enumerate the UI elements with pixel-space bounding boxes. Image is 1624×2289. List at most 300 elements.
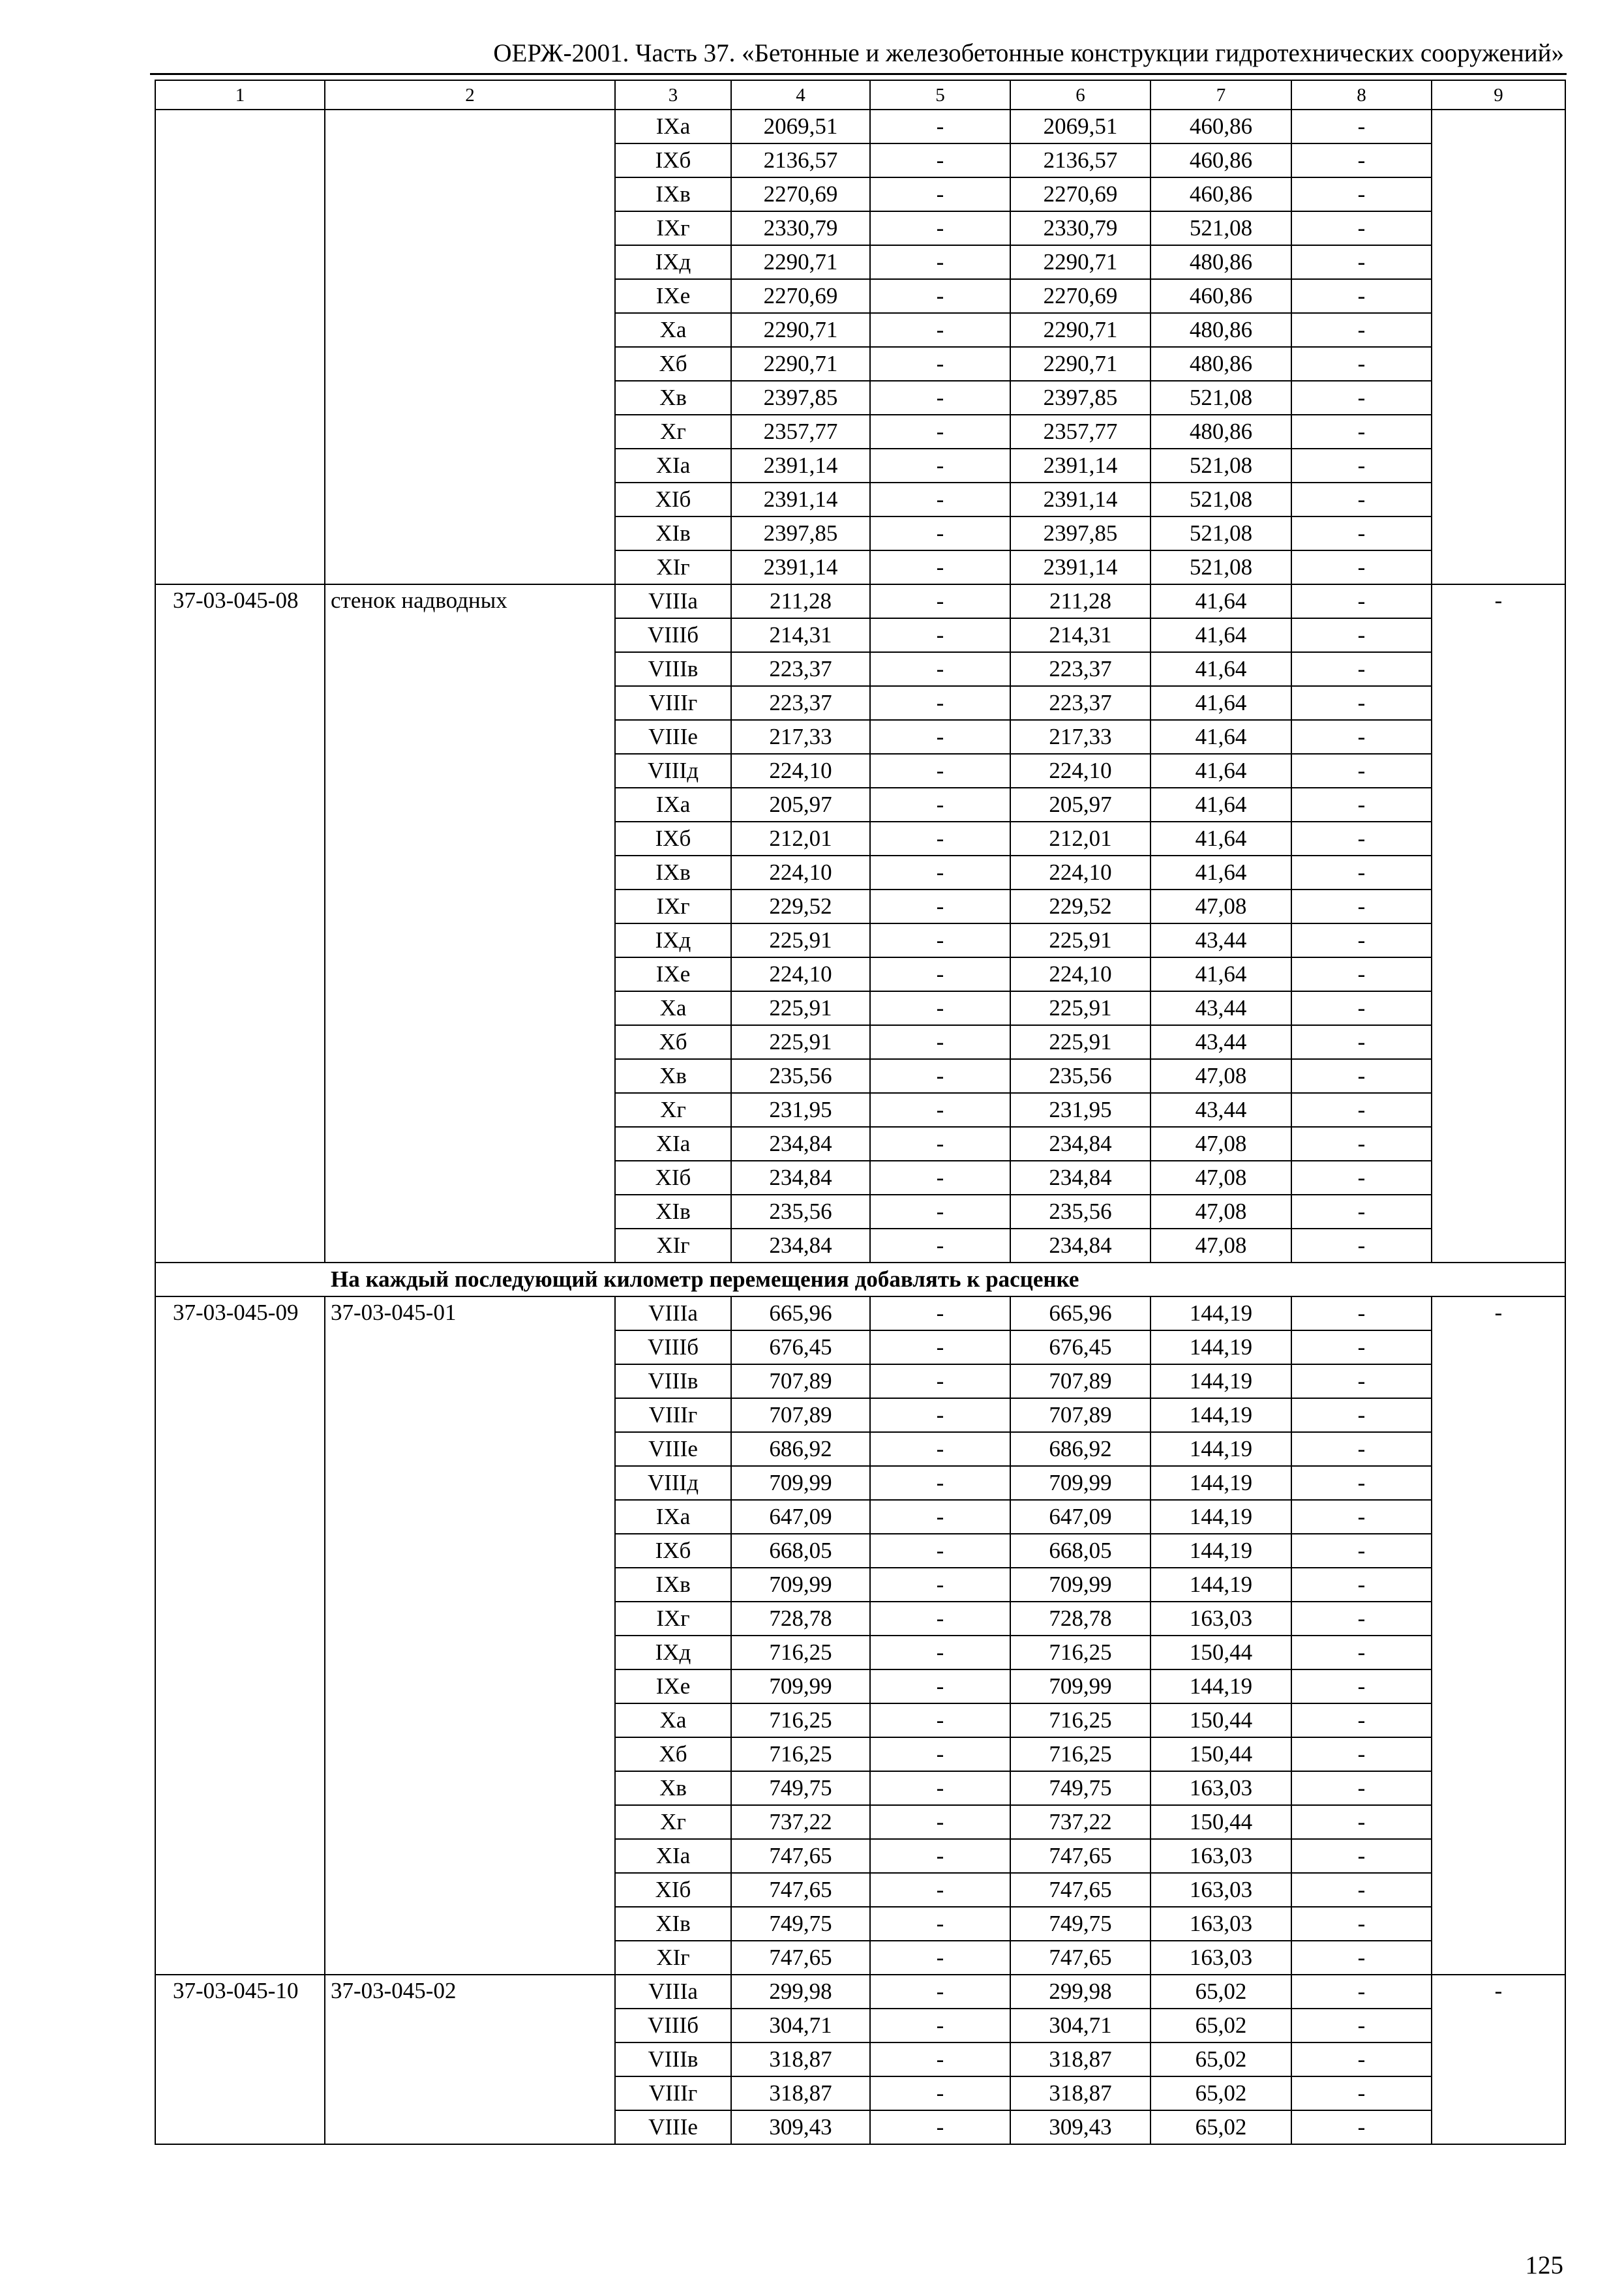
value-col8: - xyxy=(1291,856,1432,890)
value-col8: - xyxy=(1291,957,1432,991)
value-col6: 304,71 xyxy=(1010,2009,1150,2042)
value-col6: 728,78 xyxy=(1010,1602,1150,1636)
class-cell: XIа xyxy=(615,1839,731,1873)
value-col8: - xyxy=(1291,890,1432,923)
value-col4: 299,98 xyxy=(731,1975,870,2009)
value-col6: 707,89 xyxy=(1010,1364,1150,1398)
value-col7: 144,19 xyxy=(1150,1432,1291,1466)
class-cell: XIб xyxy=(615,1161,731,1195)
class-cell: IXд xyxy=(615,923,731,957)
value-col5: - xyxy=(870,856,1010,890)
value-col4: 212,01 xyxy=(731,822,870,856)
section-heading-row xyxy=(155,1263,1565,1296)
class-cell: VIIIб xyxy=(615,618,731,652)
value-col4: 707,89 xyxy=(731,1364,870,1398)
class-cell: Xв xyxy=(615,1771,731,1805)
value-col6: 234,84 xyxy=(1010,1161,1150,1195)
value-col5: - xyxy=(870,1839,1010,1873)
class-cell: VIIIг xyxy=(615,686,731,720)
value-col7: 144,19 xyxy=(1150,1296,1291,1330)
value-col5: - xyxy=(870,415,1010,449)
value-col6: 647,09 xyxy=(1010,1500,1150,1534)
value-col6: 747,65 xyxy=(1010,1941,1150,1975)
value-col8: - xyxy=(1291,1534,1432,1568)
value-col8: - xyxy=(1291,177,1432,211)
value-col7: 521,08 xyxy=(1150,550,1291,584)
value-col4: 234,84 xyxy=(731,1229,870,1263)
value-col6: 2069,51 xyxy=(1010,110,1150,143)
class-cell: VIIIа xyxy=(615,1975,731,2009)
value-col5: - xyxy=(870,957,1010,991)
value-col4: 224,10 xyxy=(731,856,870,890)
value-col5: - xyxy=(870,279,1010,313)
value-col5: - xyxy=(870,1703,1010,1737)
value-col6: 2290,71 xyxy=(1010,245,1150,279)
class-cell: IXв xyxy=(615,856,731,890)
value-col7: 163,03 xyxy=(1150,1907,1291,1941)
value-col8: - xyxy=(1291,1229,1432,1263)
value-col6: 747,65 xyxy=(1010,1839,1150,1873)
value-col5: - xyxy=(870,1771,1010,1805)
value-col7: 521,08 xyxy=(1150,211,1291,245)
value-col4: 2397,85 xyxy=(731,516,870,550)
value-col4: 2357,77 xyxy=(731,415,870,449)
value-col5: - xyxy=(870,1161,1010,1195)
value-col4: 2069,51 xyxy=(731,110,870,143)
value-col4: 647,09 xyxy=(731,1500,870,1534)
value-col6: 2290,71 xyxy=(1010,313,1150,347)
class-cell: VIIIб xyxy=(615,2009,731,2042)
class-cell: IXд xyxy=(615,1636,731,1669)
value-col8: - xyxy=(1291,1500,1432,1534)
value-col5: - xyxy=(870,143,1010,177)
value-col4: 716,25 xyxy=(731,1703,870,1737)
value-col6: 318,87 xyxy=(1010,2076,1150,2110)
value-col5: - xyxy=(870,1059,1010,1093)
class-cell: IXе xyxy=(615,1669,731,1703)
value-col7: 47,08 xyxy=(1150,1127,1291,1161)
value-col6: 2270,69 xyxy=(1010,177,1150,211)
class-cell: XIв xyxy=(615,1907,731,1941)
value-col4: 2391,14 xyxy=(731,550,870,584)
value-col4: 709,99 xyxy=(731,1669,870,1703)
page-header-title: ОЕРЖ-2001. Часть 37. «Бетонные и железобетонные конструкции гидротехнических сооружений» xyxy=(493,39,1564,67)
value-col7: 150,44 xyxy=(1150,1703,1291,1737)
value-col6: 709,99 xyxy=(1010,1669,1150,1703)
value-col6: 309,43 xyxy=(1010,2110,1150,2144)
value-col4: 716,25 xyxy=(731,1737,870,1771)
value-col8: - xyxy=(1291,1737,1432,1771)
value-col6: 225,91 xyxy=(1010,1025,1150,1059)
value-col4: 749,75 xyxy=(731,1771,870,1805)
value-col6: 231,95 xyxy=(1010,1093,1150,1127)
class-cell: VIIIе xyxy=(615,720,731,754)
value-col8: - xyxy=(1291,754,1432,788)
value-col8: - xyxy=(1291,686,1432,720)
value-col7: 150,44 xyxy=(1150,1805,1291,1839)
value-col4: 231,95 xyxy=(731,1093,870,1127)
value-col7: 163,03 xyxy=(1150,1839,1291,1873)
value-col6: 225,91 xyxy=(1010,991,1150,1025)
value-col7: 480,86 xyxy=(1150,347,1291,381)
class-cell: VIIIд xyxy=(615,1466,731,1500)
value-col7: 41,64 xyxy=(1150,856,1291,890)
table-row xyxy=(155,584,1565,618)
value-col5: - xyxy=(870,347,1010,381)
value-col8: - xyxy=(1291,584,1432,618)
table-row xyxy=(155,1975,1565,2009)
value-col4: 309,43 xyxy=(731,2110,870,2144)
class-cell: XIв xyxy=(615,1195,731,1229)
value-col6: 229,52 xyxy=(1010,890,1150,923)
value-col5: - xyxy=(870,1602,1010,1636)
value-col7: 47,08 xyxy=(1150,1229,1291,1263)
value-col8: - xyxy=(1291,2009,1432,2042)
value-col5: - xyxy=(870,211,1010,245)
value-col5: - xyxy=(870,2110,1010,2144)
value-col4: 749,75 xyxy=(731,1907,870,1941)
value-col7: 43,44 xyxy=(1150,1025,1291,1059)
value-col7: 460,86 xyxy=(1150,279,1291,313)
value-col6: 686,92 xyxy=(1010,1432,1150,1466)
value-col4: 709,99 xyxy=(731,1568,870,1602)
value-col6: 716,25 xyxy=(1010,1703,1150,1737)
section-heading: На каждый последующий километр перемещения добавлять к расценке xyxy=(155,1263,1565,1296)
value-col5: - xyxy=(870,618,1010,652)
value-col5: - xyxy=(870,2076,1010,2110)
value-col6: 214,31 xyxy=(1010,618,1150,652)
class-cell: IXа xyxy=(615,110,731,143)
value-col4: 223,37 xyxy=(731,652,870,686)
value-col6: 676,45 xyxy=(1010,1330,1150,1364)
value-col6: 707,89 xyxy=(1010,1398,1150,1432)
class-cell: Xв xyxy=(615,381,731,415)
value-col4: 2290,71 xyxy=(731,245,870,279)
class-cell: IXа xyxy=(615,788,731,822)
value-col5: - xyxy=(870,1093,1010,1127)
value-col4: 2270,69 xyxy=(731,279,870,313)
value-col4: 2391,14 xyxy=(731,483,870,516)
value-col4: 2270,69 xyxy=(731,177,870,211)
value-col8: - xyxy=(1291,1602,1432,1636)
value-col8: - xyxy=(1291,720,1432,754)
value-col6: 211,28 xyxy=(1010,584,1150,618)
value-col6: 212,01 xyxy=(1010,822,1150,856)
rate-code-cell: 37-03-045-08 xyxy=(155,584,325,1263)
value-col8: - xyxy=(1291,143,1432,177)
value-col6: 2391,14 xyxy=(1010,483,1150,516)
value-col5: - xyxy=(870,584,1010,618)
value-col8: - xyxy=(1291,245,1432,279)
value-col7: 41,64 xyxy=(1150,957,1291,991)
value-col4: 225,91 xyxy=(731,1025,870,1059)
value-col7: 41,64 xyxy=(1150,754,1291,788)
value-col8: - xyxy=(1291,991,1432,1025)
class-cell: Xб xyxy=(615,347,731,381)
value-col8: - xyxy=(1291,1839,1432,1873)
value-col4: 205,97 xyxy=(731,788,870,822)
value-col8: - xyxy=(1291,1703,1432,1737)
value-col5: - xyxy=(870,1500,1010,1534)
value-col6: 709,99 xyxy=(1010,1568,1150,1602)
value-col6: 224,10 xyxy=(1010,856,1150,890)
column-number-row xyxy=(155,80,1565,110)
value-col6: 234,84 xyxy=(1010,1229,1150,1263)
value-col6: 747,65 xyxy=(1010,1873,1150,1907)
value-col7: 47,08 xyxy=(1150,1161,1291,1195)
value-col8: - xyxy=(1291,1975,1432,2009)
value-col4: 235,56 xyxy=(731,1195,870,1229)
value-col6: 217,33 xyxy=(1010,720,1150,754)
value-col8: - xyxy=(1291,618,1432,652)
value-col5: - xyxy=(870,1432,1010,1466)
value-col8: - xyxy=(1291,1195,1432,1229)
column-number: 5 xyxy=(870,80,1010,110)
value-col8: - xyxy=(1291,415,1432,449)
value-col5: - xyxy=(870,923,1010,957)
value-col8: - xyxy=(1291,313,1432,347)
value-col7: 521,08 xyxy=(1150,483,1291,516)
value-col6: 224,10 xyxy=(1010,754,1150,788)
value-col5: - xyxy=(870,1873,1010,1907)
value-col8: - xyxy=(1291,788,1432,822)
value-col7: 144,19 xyxy=(1150,1500,1291,1534)
value-col6: 668,05 xyxy=(1010,1534,1150,1568)
class-cell: XIа xyxy=(615,1127,731,1161)
class-cell: VIIIд xyxy=(615,754,731,788)
value-col8: - xyxy=(1291,2076,1432,2110)
value-col8: - xyxy=(1291,347,1432,381)
value-col6: 749,75 xyxy=(1010,1907,1150,1941)
value-col6: 235,56 xyxy=(1010,1059,1150,1093)
class-cell: VIIIв xyxy=(615,2042,731,2076)
value-col5: - xyxy=(870,1669,1010,1703)
col9-cell: - xyxy=(1432,1975,1565,2144)
value-col7: 150,44 xyxy=(1150,1737,1291,1771)
class-cell: VIIIа xyxy=(615,584,731,618)
value-col7: 47,08 xyxy=(1150,1195,1291,1229)
value-col4: 676,45 xyxy=(731,1330,870,1364)
value-col8: - xyxy=(1291,1669,1432,1703)
column-number: 3 xyxy=(615,80,731,110)
value-col7: 150,44 xyxy=(1150,1636,1291,1669)
class-cell: Xа xyxy=(615,313,731,347)
value-col8: - xyxy=(1291,1059,1432,1093)
page-number: 125 xyxy=(1525,2251,1563,2279)
value-col8: - xyxy=(1291,1296,1432,1330)
value-col5: - xyxy=(870,1568,1010,1602)
value-col8: - xyxy=(1291,652,1432,686)
class-cell: Xа xyxy=(615,1703,731,1737)
value-col8: - xyxy=(1291,483,1432,516)
class-cell: VIIIе xyxy=(615,2110,731,2144)
value-col8: - xyxy=(1291,211,1432,245)
value-col7: 41,64 xyxy=(1150,822,1291,856)
value-col6: 2391,14 xyxy=(1010,550,1150,584)
value-col8: - xyxy=(1291,1093,1432,1127)
value-col7: 480,86 xyxy=(1150,245,1291,279)
value-col8: - xyxy=(1291,2110,1432,2144)
col9-cell: - xyxy=(1432,584,1565,1263)
value-col5: - xyxy=(870,245,1010,279)
class-cell: IXб xyxy=(615,1534,731,1568)
value-col5: - xyxy=(870,2009,1010,2042)
value-col8: - xyxy=(1291,550,1432,584)
class-cell: IXг xyxy=(615,1602,731,1636)
value-col6: 2290,71 xyxy=(1010,347,1150,381)
value-col4: 225,91 xyxy=(731,923,870,957)
value-col6: 205,97 xyxy=(1010,788,1150,822)
value-col8: - xyxy=(1291,516,1432,550)
value-col5: - xyxy=(870,381,1010,415)
value-col7: 144,19 xyxy=(1150,1669,1291,1703)
value-col8: - xyxy=(1291,1127,1432,1161)
value-col4: 214,31 xyxy=(731,618,870,652)
class-cell: XIб xyxy=(615,1873,731,1907)
value-col4: 737,22 xyxy=(731,1805,870,1839)
value-col7: 41,64 xyxy=(1150,652,1291,686)
value-col8: - xyxy=(1291,923,1432,957)
value-col5: - xyxy=(870,822,1010,856)
value-col7: 43,44 xyxy=(1150,1093,1291,1127)
value-col5: - xyxy=(870,754,1010,788)
class-cell: XIа xyxy=(615,449,731,483)
value-col5: - xyxy=(870,1636,1010,1669)
value-col8: - xyxy=(1291,1771,1432,1805)
value-col7: 47,08 xyxy=(1150,1059,1291,1093)
work-name-cell: 37-03-045-02 xyxy=(325,1975,615,2144)
value-col5: - xyxy=(870,1127,1010,1161)
value-col8: - xyxy=(1291,1636,1432,1669)
value-col5: - xyxy=(870,720,1010,754)
value-col5: - xyxy=(870,1805,1010,1839)
value-col7: 460,86 xyxy=(1150,177,1291,211)
value-col8: - xyxy=(1291,1364,1432,1398)
value-col7: 144,19 xyxy=(1150,1364,1291,1398)
value-col4: 716,25 xyxy=(731,1636,870,1669)
value-col8: - xyxy=(1291,279,1432,313)
value-col7: 41,64 xyxy=(1150,686,1291,720)
value-col4: 234,84 xyxy=(731,1127,870,1161)
class-cell: IXе xyxy=(615,279,731,313)
value-col5: - xyxy=(870,652,1010,686)
class-cell: Xг xyxy=(615,1093,731,1127)
value-col8: - xyxy=(1291,1025,1432,1059)
value-col5: - xyxy=(870,1907,1010,1941)
value-col4: 747,65 xyxy=(731,1839,870,1873)
value-col7: 65,02 xyxy=(1150,2076,1291,2110)
value-col8: - xyxy=(1291,1466,1432,1500)
value-col7: 41,64 xyxy=(1150,720,1291,754)
rate-code-cell xyxy=(155,110,325,584)
value-col4: 747,65 xyxy=(731,1941,870,1975)
value-col8: - xyxy=(1291,381,1432,415)
value-col7: 65,02 xyxy=(1150,2110,1291,2144)
table-body xyxy=(155,80,1565,2144)
value-col4: 224,10 xyxy=(731,957,870,991)
value-col6: 234,84 xyxy=(1010,1127,1150,1161)
value-col4: 318,87 xyxy=(731,2042,870,2076)
class-cell: Xа xyxy=(615,991,731,1025)
class-cell: VIIIв xyxy=(615,1364,731,1398)
value-col4: 2136,57 xyxy=(731,143,870,177)
value-col6: 2397,85 xyxy=(1010,381,1150,415)
value-col8: - xyxy=(1291,1398,1432,1432)
value-col5: - xyxy=(870,313,1010,347)
value-col4: 709,99 xyxy=(731,1466,870,1500)
value-col6: 318,87 xyxy=(1010,2042,1150,2076)
col9-cell: - xyxy=(1432,1296,1565,1975)
class-cell: VIIIб xyxy=(615,1330,731,1364)
value-col7: 144,19 xyxy=(1150,1466,1291,1500)
value-col8: - xyxy=(1291,2042,1432,2076)
value-col7: 41,64 xyxy=(1150,788,1291,822)
value-col4: 234,84 xyxy=(731,1161,870,1195)
value-col8: - xyxy=(1291,1568,1432,1602)
value-col7: 163,03 xyxy=(1150,1873,1291,1907)
value-col5: - xyxy=(870,1975,1010,2009)
column-number: 9 xyxy=(1432,80,1565,110)
class-cell: IXг xyxy=(615,890,731,923)
value-col4: 707,89 xyxy=(731,1398,870,1432)
value-col4: 2290,71 xyxy=(731,347,870,381)
class-cell: IXв xyxy=(615,177,731,211)
value-col5: - xyxy=(870,1466,1010,1500)
work-name-cell: 37-03-045-01 xyxy=(325,1296,615,1975)
value-col7: 65,02 xyxy=(1150,2042,1291,2076)
value-col4: 747,65 xyxy=(731,1873,870,1907)
class-cell: XIг xyxy=(615,1229,731,1263)
class-cell: Xб xyxy=(615,1737,731,1771)
value-col7: 480,86 xyxy=(1150,415,1291,449)
value-col6: 665,96 xyxy=(1010,1296,1150,1330)
value-col6: 709,99 xyxy=(1010,1466,1150,1500)
value-col5: - xyxy=(870,1195,1010,1229)
value-col6: 737,22 xyxy=(1010,1805,1150,1839)
value-col6: 716,25 xyxy=(1010,1737,1150,1771)
rate-code-cell: 37-03-045-09 xyxy=(155,1296,325,1975)
value-col5: - xyxy=(870,1398,1010,1432)
column-number: 4 xyxy=(731,80,870,110)
value-col8: - xyxy=(1291,1432,1432,1466)
value-col5: - xyxy=(870,2042,1010,2076)
table-row xyxy=(155,110,1565,143)
value-col4: 223,37 xyxy=(731,686,870,720)
class-cell: VIIIг xyxy=(615,2076,731,2110)
value-col5: - xyxy=(870,1534,1010,1568)
value-col6: 2357,77 xyxy=(1010,415,1150,449)
value-col4: 2330,79 xyxy=(731,211,870,245)
class-cell: XIг xyxy=(615,1941,731,1975)
class-cell: VIIIв xyxy=(615,652,731,686)
value-col5: - xyxy=(870,1330,1010,1364)
value-col6: 2270,69 xyxy=(1010,279,1150,313)
value-col5: - xyxy=(870,110,1010,143)
value-col8: - xyxy=(1291,1805,1432,1839)
value-col7: 144,19 xyxy=(1150,1330,1291,1364)
column-number: 2 xyxy=(325,80,615,110)
value-col4: 665,96 xyxy=(731,1296,870,1330)
value-col7: 41,64 xyxy=(1150,584,1291,618)
class-cell: VIIIе xyxy=(615,1432,731,1466)
class-cell: IXг xyxy=(615,211,731,245)
value-col6: 224,10 xyxy=(1010,957,1150,991)
table-row xyxy=(155,1296,1565,1330)
value-col7: 521,08 xyxy=(1150,381,1291,415)
value-col5: - xyxy=(870,1941,1010,1975)
value-col7: 144,19 xyxy=(1150,1398,1291,1432)
value-col7: 144,19 xyxy=(1150,1534,1291,1568)
